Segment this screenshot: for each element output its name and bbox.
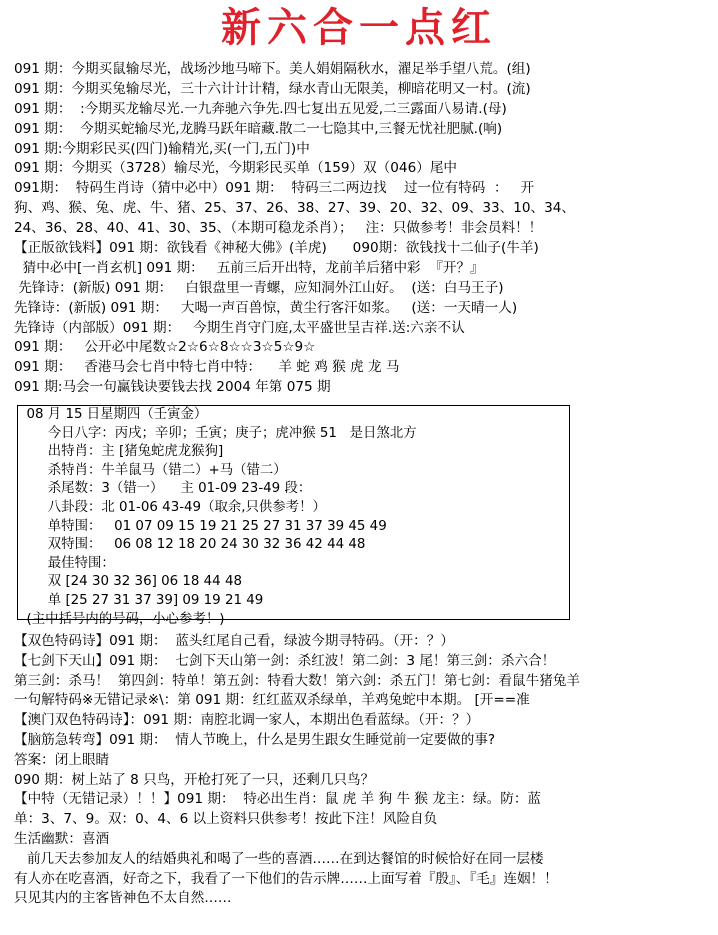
text-line: 生活幽默：喜酒 — [14, 830, 110, 847]
text-line: 狗、鸡、猴、兔、虎、牛、猪、25、37、26、38、27、39、20、32、09、33、10、34、 — [14, 200, 576, 217]
text-line: 090 期：树上站了 8 只鸟，开枪打死了一只，还剩几只鸟？ — [14, 771, 375, 788]
box-line: 八卦段：北 01-06 43-49（取余,只供参考！） — [18, 499, 326, 515]
box-line: 单 [25 27 31 37 39] 09 19 21 49 — [18, 592, 264, 608]
box-line: 出特肖：主 [猪兔蛇虎龙猴狗] — [18, 444, 224, 460]
box-line: 今日八字：丙戌；辛卯；壬寅；庚子；虎冲猴 51 是日煞北方 — [18, 425, 417, 441]
text-line: 【澳门双色特码诗】：091 期：南腔北调一家人，本期出色看蓝绿。（开：？） — [14, 712, 480, 729]
box-line: 杀尾数：3（错一） 主 01-09 23-49 段： — [18, 481, 312, 497]
text-line: 一句解特码※无错记录※\：第 091 期：红红蓝双杀绿单，羊鸡兔蛇中本期。 [开==准 — [14, 692, 530, 709]
text-line: 先锋诗：(新版) 091 期： 大喝一声百兽惊，黄尘行客汗如浆。 (送：一天晴一人) — [14, 299, 518, 316]
box-line: 最佳特围： — [18, 555, 115, 571]
box-line: 双特围： 06 08 12 18 20 24 30 32 36 42 44 48 — [18, 537, 366, 553]
text-line: 091 期： :今期买龙输尽光.一九奔驰六争先.四七复出五见爱,二三露面八易请.(母) — [14, 100, 507, 117]
page-title: 新六合一点红 — [221, 4, 497, 51]
text-line: 猜中必中[一肖玄机] 091 期： 五前三后开出特，龙前羊后猪中彩 『开？』 — [14, 259, 484, 276]
text-line: 前几天去参加友人的结婚典礼和喝了一些的喜酒……在到达餐馆的时候恰好在同一层楼 — [14, 850, 544, 867]
text-line: 先锋诗：(新版) 091 期： 白银盘里一青螺，应知洞外江山好。 (送：白马王子) — [14, 279, 504, 296]
text-line: 有人亦在吃喜酒，好奇之下，我看了一下他们的告示牌……上面写着『殷』、『毛』连姻！！ — [14, 870, 558, 887]
text-line: 091 期:今期彩民买(四门)输精光,买(一门,五门)中 — [14, 140, 310, 157]
forecast-lines — [14, 60, 714, 398]
box-line: (主中括号内的号码，小心参考！) — [18, 611, 225, 627]
text-line: 091 期:马会一句赢钱诀要钱去找 2004 年第 075 期 — [14, 379, 331, 396]
text-line: 【脑筋急转弯】091 期： 情人节晚上，什么是男生跟女生睡觉前一定要做的事? — [14, 731, 496, 748]
text-line: 先锋诗（内部版）091 期： 今期生肖守门庭,太平盛世呈吉祥.送:六亲不认 — [14, 319, 465, 336]
text-line: 091 期：今期买（3728）输尽光，今期彩民买单（159）双（046）尾中 — [14, 160, 458, 177]
text-line: 只见其内的主客皆神色不太自然…… — [14, 890, 232, 907]
text-line: 091 期： 今期买蛇输尽光,龙腾马跃年暗藏.散二一七隐其中,三餐无忧社肥腻.(响) — [14, 120, 503, 137]
text-line: 091 期：今期买兔输尽光，三十六计计计精，绿水青山无限美，柳暗花明又一村。(流) — [14, 80, 531, 97]
text-line: 答案：闭上眼睛 — [14, 751, 110, 768]
text-line: 【正版欲钱料】091 期：欲钱看《神秘大佛》(羊虎) 090期：欲钱找十二仙子(牛羊) — [14, 240, 539, 257]
text-line: 091 期： 公开必中尾数☆2☆6☆8☆☆3☆5☆9☆ — [14, 339, 316, 356]
text-line: 【七剑下天山】091 期： 七剑下天山第一剑：杀红波！第二剑：3 尾！第三剑：杀六合！ — [14, 652, 556, 669]
daily-info-lines — [18, 406, 417, 629]
text-line: 【中特（无错记录）！！】091 期： 特必出生肖：鼠 虎 羊 狗 牛 猴 龙主：绿。防：蓝 — [14, 791, 542, 808]
box-line: 08 月 15 日星期四（壬寅金） — [18, 407, 208, 422]
daily-info-box — [17, 405, 570, 627]
text-line: 单：3、7、9。双：0、4、6 以上资料只供参考！按此下注！风险自负 — [14, 811, 438, 828]
box-line: 单特围： 01 07 09 15 19 21 25 27 31 37 39 45 49 — [18, 518, 387, 534]
text-line: 第三剑：杀马！ 第四剑：特单！第五剑：特看大数！第六剑：杀五门！第七剑：看鼠牛猪兔羊 — [14, 672, 580, 689]
text-line: 091 期： 香港马会七肖中特七肖中特： 羊 蛇 鸡 猴 虎 龙 马 — [14, 359, 400, 376]
box-line: 杀特肖：牛羊鼠马（错二）+马（错二） — [18, 462, 287, 478]
bottom-section — [14, 632, 714, 909]
text-line: 24、36、28、40、41、30、35、（本期可稳龙杀肖）； 注：只做参考！非会员料！！ — [14, 220, 543, 237]
box-line: 双 [24 30 32 36] 06 18 44 48 — [18, 574, 242, 590]
text-line: 091 期：今期买鼠输尽光，战场沙地马啼下。美人娟娟隔秋水，濯足举手望八荒。(组) — [14, 61, 531, 77]
text-line: 【双色特码诗】091 期： 蓝头红尾自己看，绿波今期寻特码。（开：？） — [14, 633, 454, 649]
text-line: 091期： 特码生肖诗（猜中必中）091 期： 特码三二两边找 过一位有特码 ： 开 — [14, 180, 535, 197]
